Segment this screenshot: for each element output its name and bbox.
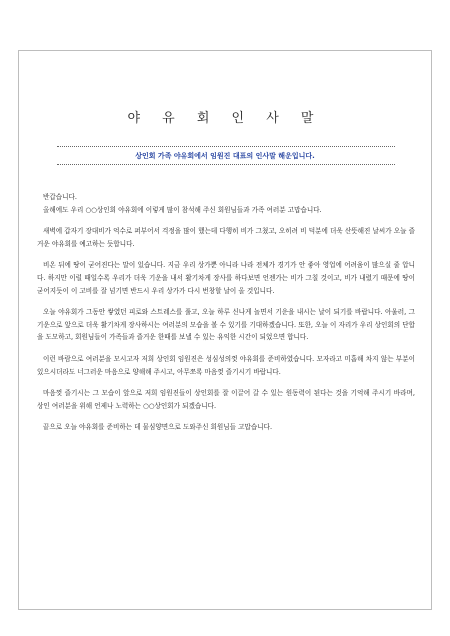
paragraph-preparation: 이런 바람으로 여러분을 모시고자 저희 상인회 임원진은 성심성의껏 야유회를 준비하였습니다. 모자라고 미흡해 차지 않는 부분이 있으시더라도 너그러운 마음으로 양해해 주시고, 아무쪼록 마음껏 즐기시기 바랍니다. bbox=[37, 354, 415, 376]
title-divider-bottom bbox=[57, 164, 395, 165]
document-title: 야 유 회 인 사 말 bbox=[127, 111, 323, 126]
document-body bbox=[37, 191, 415, 443]
paragraph-commitment: 마음껏 즐기시는 그 모습이 앞으로 저희 임원진들이 상인회를 잘 이끌어 갈 수 있는 원동력이 된다는 것을 기억해 주시기 바라며, 상인 여러분을 위해 언제나 노력하는 ○○상인회가 되겠습니다. bbox=[37, 389, 415, 410]
paragraph-wishes: 오늘 야유회가 그동안 쌓였던 피로와 스트레스를 풀고, 오늘 하루 신나게 놀면서 기운을 내시는 날이 되기를 바랍니다. 아울러, 그 기운으로 앞으로 더욱 활기차게 장사하시는 여러분의 모습을 볼 수 있기를 기대하겠습니다. 또한, 오늘 이 자리가 우리 상인회의 단합을 도모하고, 회원님들이 가족들과 즐거운 한때를 보낼 수 있는 유익한 시간이 되었으면 합니다. bbox=[37, 308, 415, 342]
paragraph-weather: 새벽에 갑자기 장대비가 억수로 퍼부어서 걱정을 많이 했는데 다행히 비가 그쳤고, 오히려 비 덕분에 더욱 산뜻해진 날씨가 오늘 즐거운 야유회를 예고하는 듯합니다. bbox=[37, 227, 415, 248]
paragraph-closing: 끝으로 오늘 야유회를 준비하는 데 물심양면으로 도와주신 회원님들 고맙습니다. bbox=[43, 423, 273, 432]
document-subtitle: 상인회 가족 야유회에서 임원진 대표의 인사말 해운입니다. bbox=[135, 152, 315, 160]
title-divider-top bbox=[57, 146, 395, 147]
paragraph-thanks: 올해에도 우리 ○○상인회 야유회에 이렇게 많이 참석해 주신 회원님들과 가족 여러분 고맙습니다. bbox=[43, 205, 322, 214]
document-page bbox=[18, 50, 432, 610]
paragraph-greeting: 반갑습니다. bbox=[43, 193, 77, 201]
paragraph-economy: 비온 뒤에 땅이 굳어진다는 말이 있습니다. 지금 우리 상가뿐 아니라 나라 전체가 경기가 안 좋아 영업에 어려움이 많으실 줄 압니다. 하지만 이럴 때일수록 우리가 더욱 기운을 내서 활기차게 장사를 하다보면 언젠가는 비가 그칠 것이고, 비가 내렸기 때문에 땅이 굳어지듯이 이 고비를 잘 넘기면 반드시 우리 상가가 다시 번창할 날이 올 것입니다. bbox=[37, 261, 415, 295]
